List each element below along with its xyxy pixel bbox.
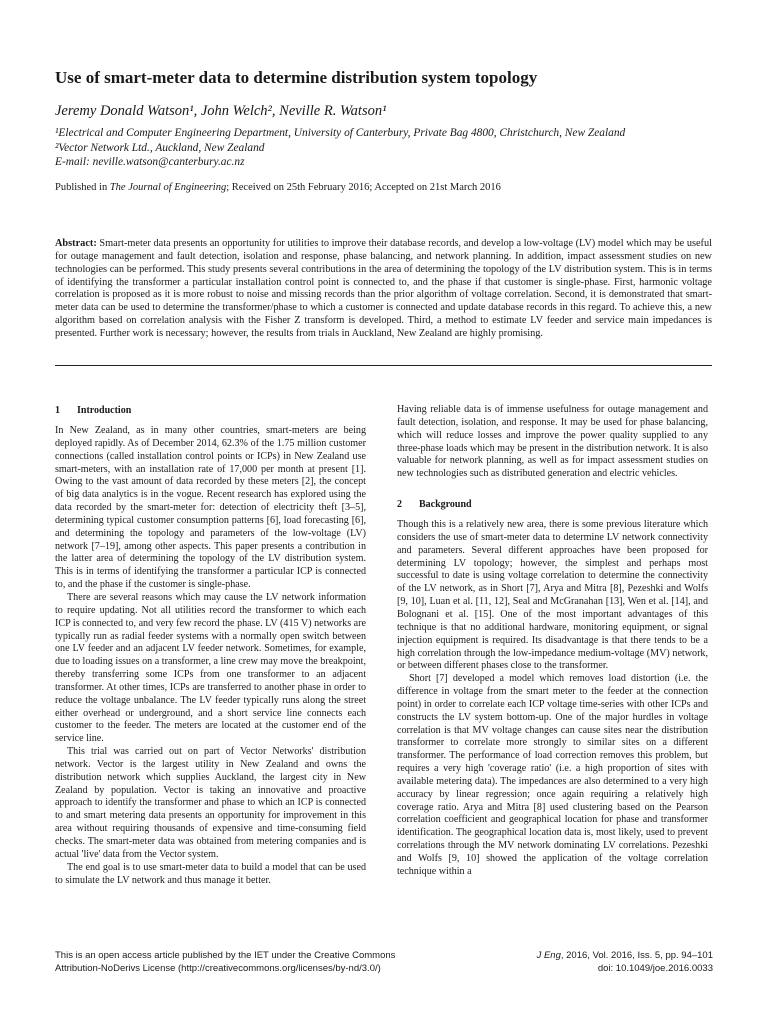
affiliations (55, 126, 625, 170)
section-heading-background (397, 498, 708, 511)
citation-details: , 2016, Vol. 2016, Iss. 5, pp. 94–101 (560, 950, 713, 961)
intro-paragraph-2: There are several reasons which may cause the LV network information to require updating. Not all utilities record the transformer to which each ICP is connected to, and very few record the phase. LV (415 V) networks are typically run as radial feeder systems with a normally open switch between one LV feeder and an adjacent LV feeder network. Sometimes, for example, due to loading issues on a transformer, a line crew may move the breakpoint, thereby transferring some ICPs from one transformer to an adjacent transformer. At other times, ICPs are transferred to another phase in order to reduce the voltage unbalance. The LV feeder typically runs along the street either overhead or underground, and a short service line connects each customer to the feeder. The meters are located at the customer end of the service line. (55, 591, 366, 745)
journal-name: The Journal of Engineering (109, 182, 227, 193)
citation (537, 950, 713, 963)
published-prefix: Published in (55, 182, 110, 193)
intro-paragraph-1: In New Zealand, as in many other countries, smart-meters are being deployed rapidly. As of December 2014, 62.3% of the 1.75 million customer connections (called installation control points or ICPs) in New Zealand use smart-meters, with an installation rate of 17,000 per month at present [1]. Owing to the vast amount of data recorded by these meters [2], the concept of big data analytics is in the vogue. Recent research has explored using the data recorded by the smart-meter for: detection of electricity theft [3–5], determining typical customer consumption patterns [6], load forecasting [6], and determining the topology and parameters of the low-voltage (LV) network [7–19], among other aspects. This paper presents a contribution in the latter area of determining the topology of the LV distribution system. This is in terms of identifying the transformer a particular ICP is connected to, and the phase if the customer is single-phase. (55, 425, 366, 591)
contact-email: E-mail: neville.watson@canterbury.ac.nz (55, 156, 245, 168)
license-line-1: This is an open access article published by the IET under the Creative Commons (55, 950, 396, 961)
background-paragraph-1: Though this is a relatively new area, there is some previous literature which considers the use of smart-meter data to determine LV network connectivity and parameters. Several different approaches have been proposed for determining LV topology; however, the simplest and perhaps most successful to date is using voltage correlation to determine the connectivity of the LV network, as in Short [7], Arya and Mitra [8], Pezeshki and Wolfs [9, 10], Luan et al. [11, 12], Seal and McGranahan [13], Wen et al. [14], and Bolognani et al. [15]. One of the most important advantages of this technique is that no additional hardware, monitoring equipment, or signal injection equipment is required. Its disadvantage is that there tends to be a high correlation through the low-impedance medium-voltage (MV) network, or between different phases close to the transformer. (397, 519, 708, 672)
section-heading-introduction (55, 404, 366, 417)
publication-info (55, 182, 501, 193)
background-paragraph-2: Short [7] developed a model which removes load distortion (i.e. the difference in voltage from the smart meter to the feeder at the connection point) in order to correlate each ICP voltage time-series with other ICPs and constructs the LV system bottom-up. One of the major hurdles in voltage correlation is that MV voltage changes can cause sites near the distribution transformer to correlate more strongly to similar sites on a different transformer. The performance of load correction removes this problem, but requires a very high 'coverage ratio' (i.e. a high proportion of sites with available metering data). The impedances are also determined to a very high accuracy by linear regression; once again requiring a relatively high coverage ratio. Arya and Mitra [8] used clustering based on the Pearson correlation coefficient and geographical location for phase and transformer identification. The geographical location data is, most likely, used to prevent correlations through the MV network dominating LV correlations. Pezeshki and Wolfs [9, 10] showed the application of the voltage correlation technique within a (397, 673, 708, 877)
author-list: Jeremy Donald Watson¹, John Welch², Neville R. Watson¹ (55, 103, 387, 119)
left-column (55, 404, 366, 887)
doi: doi: 10.1049/joe.2016.0033 (597, 962, 713, 974)
citation-footer (537, 950, 713, 975)
intro-paragraph-3: This trial was carried out on part of Vector Networks' distribution network. Vector is the largest utility in New Zealand and owns the distribution network which supplies Auckland, the largest city in New Zealand by population. Vector is taking an innovative and proactive approach to identify the transformer and phase to which an ICP is connected to and smart metering data presents an opportunity for improvement in this area without requiring thousands of expensive and time-consuming field checks. The smart-meter data was obtained from metering companies and is actual 'live' data from the Vector system. (55, 746, 366, 860)
license-footer (55, 950, 395, 975)
section-number: 2 (397, 499, 402, 511)
abstract-text: Smart-meter data presents an opportunity for utilities to improve their database records, and develop a low-voltage (LV) model which may be useful for outage management and fault detection, isolation and response, phase balancing, and network planning. In addition, impact assessment studies on new technologies can be performed. This study presents several contributions in the area of determining the topology of the LV distribution system. This is in terms of identifying the transformer a particular installation control point is connected to, and the phase if that customer is single-phase. First, harmonic voltage correlation is proposed as it is more robust to noise and missing records than the prior algorithm of voltage correlation. Second, it is demonstrated that smart-meter data can be used to determine the transformer/phase to which a customer is connected and update database records in this regard. To achieve this, a new algorithm based on correlation analysis with the Fisher Z transform is developed. Third, a method to estimate LV feeder and service main impedances is presented. Further work is necessary; however, the results from trials in Auckland, New Zealand are highly promising. (55, 238, 712, 339)
affiliation-1: ¹Electrical and Computer Engineering Department, University of Canterbury, Private Bag 4800, Christchurch, New Zealand (55, 127, 626, 139)
section-title: Introduction (77, 405, 132, 416)
section-number: 1 (55, 405, 60, 416)
abstract-label: Abstract: (55, 238, 97, 249)
section-title: Background (419, 499, 472, 511)
license-line-2: Attribution-NoDerivs License (http://creativecommons.org/licenses/by-nd/3.0/) (55, 962, 381, 974)
received-accepted-dates: ; Received on 25th February 2016; Accepted on 21st March 2016 (226, 182, 501, 193)
abstract (55, 238, 712, 341)
paper-title: Use of smart-meter data to determine distribution system topology (55, 68, 538, 87)
journal-abbrev: J Eng (536, 950, 561, 961)
section-divider (55, 365, 712, 366)
intro-paragraph-5: Having reliable data is of immense usefulness for outage management and fault detection, isolation, and response. It may be used for phase balancing, which will reduce losses and improve the power quality supplied to any three-phase loads which may be present in the distribution network. It is also valuable for network planning, as well as for impact assessment studies on new technologies such as distributed generation and electric vehicles. (397, 404, 708, 480)
affiliation-2: ²Vector Network Ltd., Auckland, New Zealand (55, 141, 265, 154)
right-column (397, 404, 708, 879)
intro-paragraph-4: The end goal is to use smart-meter data to build a model that can be used to simulate the LV network and thus manage it better. (55, 861, 366, 886)
